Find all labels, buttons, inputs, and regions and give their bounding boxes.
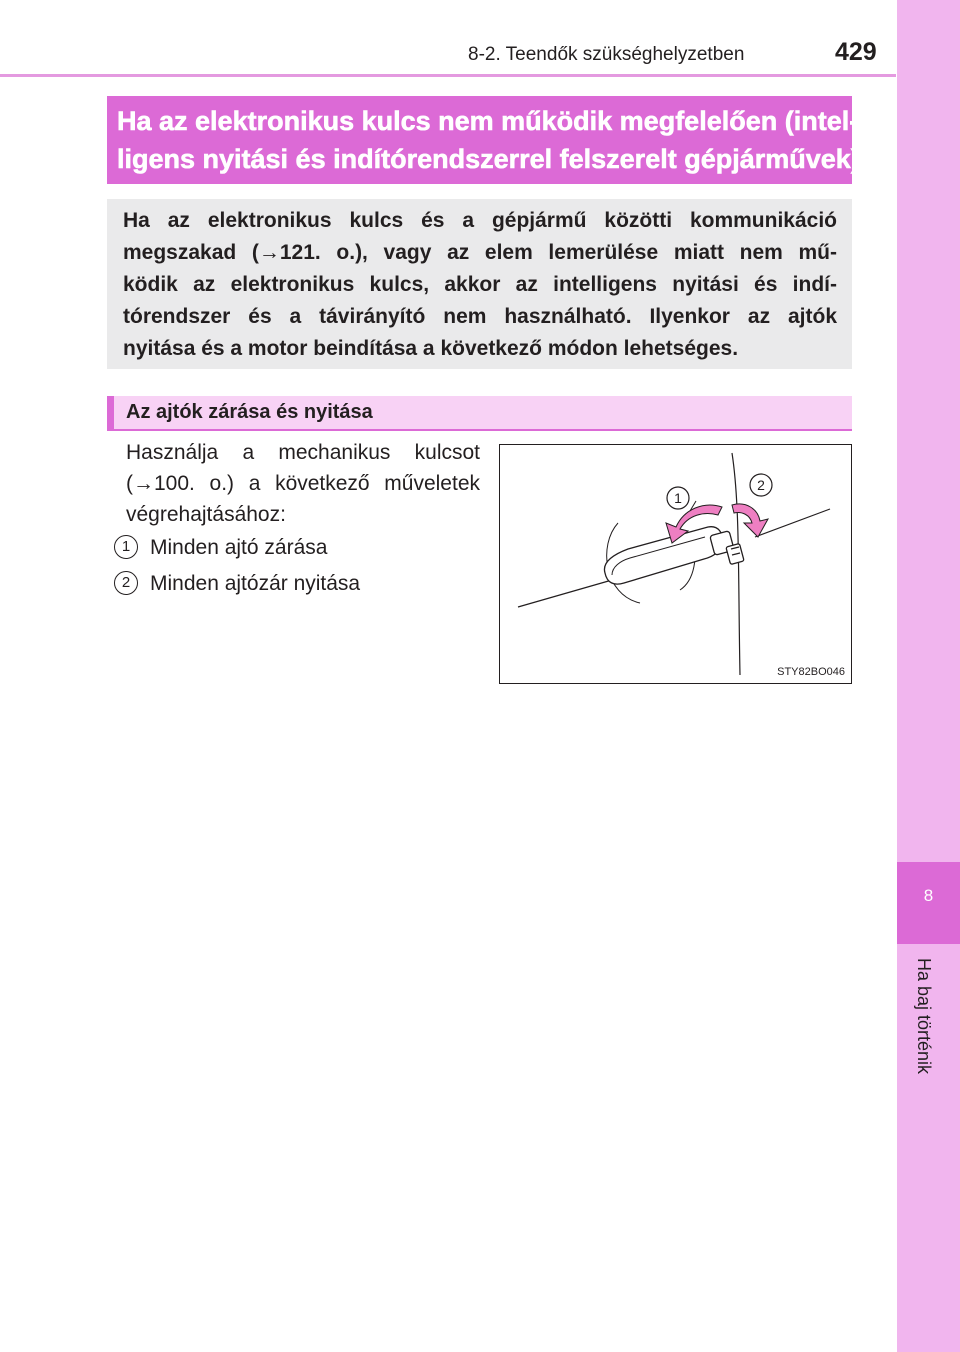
step-item: [114, 535, 327, 560]
step-text: Minden ajtózár nyitása: [150, 572, 361, 595]
header-divider: [0, 74, 896, 77]
chapter-side-tab: [897, 0, 960, 1352]
step-number-badge: 2: [114, 571, 138, 595]
intro-box: [107, 199, 852, 369]
intro-line: Ha az elektronikus kulcs és a gépjármű közötti kommunikáció: [123, 209, 837, 232]
intro-line: nyitása és a motor beindítása a következő módon lehetséges.: [123, 337, 739, 360]
page-number: 429: [835, 38, 877, 66]
body-line: Használja a mechanikus kulcsot: [126, 441, 480, 464]
subsection-heading-underline: [107, 429, 852, 431]
step-number-badge: 1: [114, 535, 138, 559]
chapter-label: Ha baj történik: [914, 958, 934, 1075]
intro-line: ködik az elektronikus kulcs, akkor az intelligens nyitási és indí-: [123, 273, 837, 296]
intro-line: tórendszer és a távirányító nem használható. Ilyenkor az ajtók: [123, 305, 837, 328]
subsection-title: Az ajtók zárása és nyitása: [126, 401, 373, 423]
body-line: (→100. o.) a következő műveletek: [126, 472, 480, 495]
section-title-box: [107, 96, 860, 184]
step-item: [114, 571, 360, 596]
body-line: végrehajtásához:: [126, 503, 286, 526]
door-handle-illustration: [499, 444, 852, 684]
section-title-line-1: Ha az elektronikus kulcs nem működik megfelelően (intel-: [117, 106, 859, 136]
chapter-number: 8: [923, 886, 934, 905]
subsection-heading-bar: [107, 396, 114, 430]
figure-callout-2: 2: [757, 477, 765, 493]
body-paragraph: [126, 437, 480, 530]
section-title-line-2: ligens nyitási és indítórendszerrel felszerelt gépjárművek): [117, 144, 860, 174]
section-header: 8-2. Teendők szükséghelyzetben: [468, 44, 745, 65]
step-text: Minden ajtó zárása: [150, 536, 328, 559]
figure-callout-1: 1: [674, 490, 682, 506]
intro-line: megszakad (→121. o.), vagy az elem lemerülése miatt nem mű-: [123, 241, 837, 264]
figure-code: STY82BO046: [777, 666, 845, 678]
